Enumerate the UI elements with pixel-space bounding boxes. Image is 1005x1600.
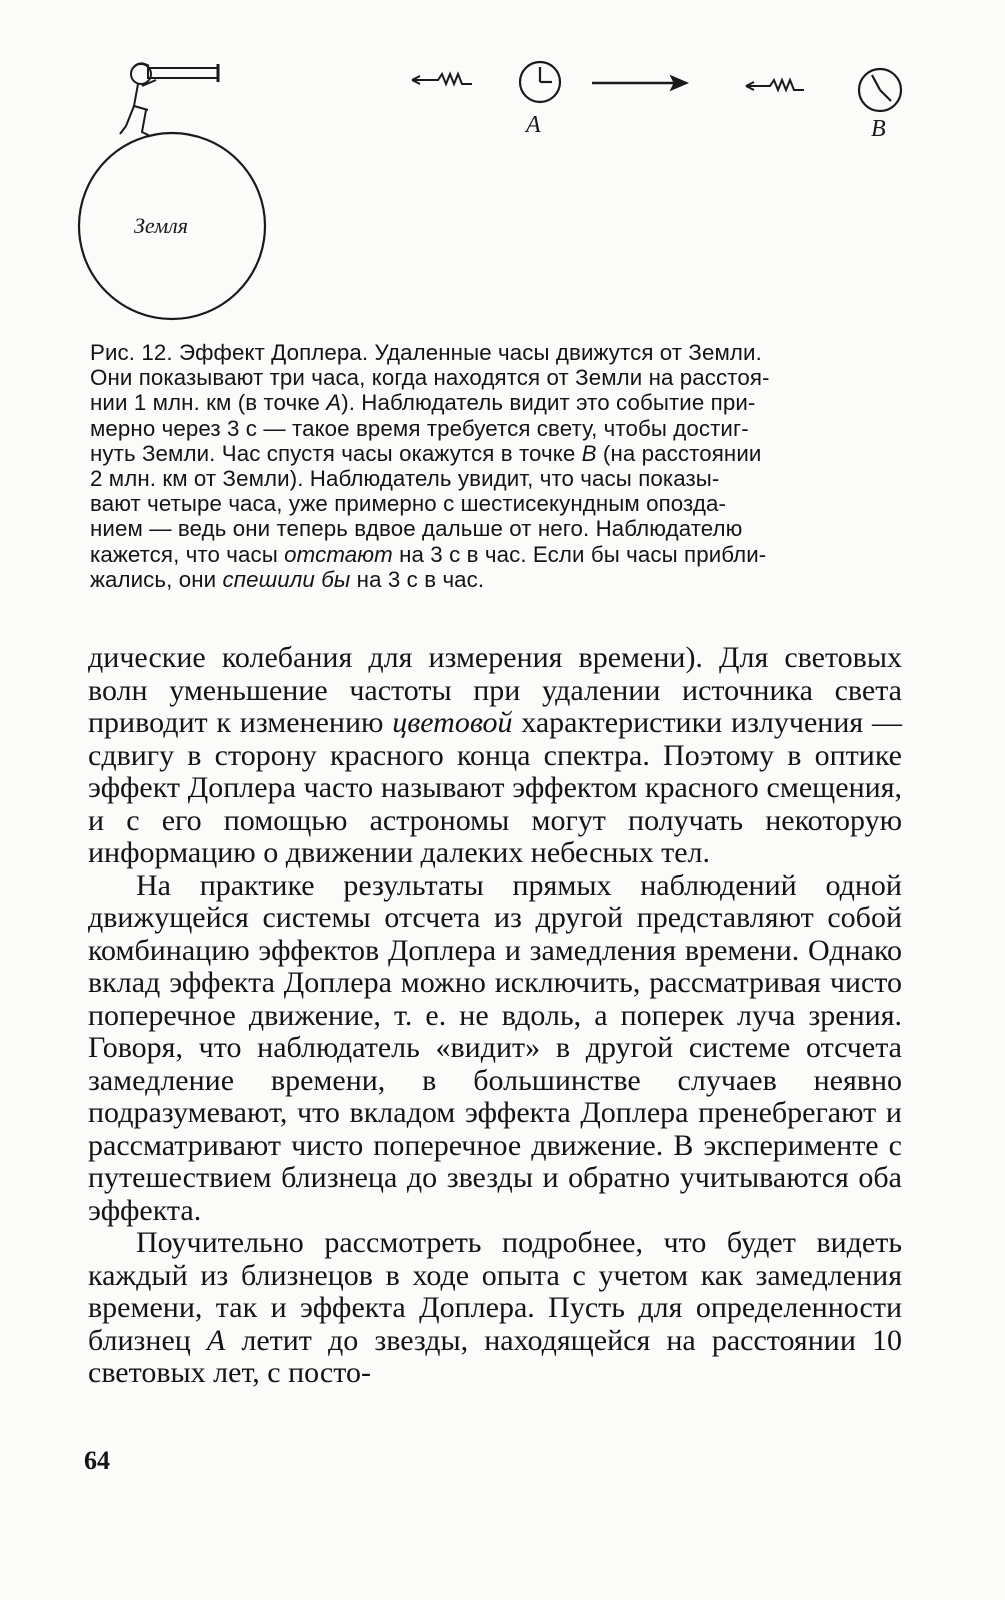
page-number: 64 (84, 1446, 110, 1475)
figure-caption (90, 340, 900, 592)
caption-text: на 3 с в час. (350, 566, 485, 592)
paragraph-1 (88, 642, 902, 870)
caption-line (90, 441, 900, 466)
motion-arrow-icon (592, 77, 686, 89)
earth-label: Земля (134, 213, 188, 238)
caption-line: Они показывают три часа, когда находятся от Земли на расстоя- (90, 365, 770, 391)
caption-line: Рис. 12. Эффект Доплера. Удаленные часы движутся от Земли. (90, 340, 762, 365)
observer-with-telescope-icon (120, 63, 218, 136)
caption-line: нием — ведь они теперь вдвое дальше от него. Наблюдателю (90, 516, 743, 542)
paragraph-text: летит до звезды, находящейся на расстоянии 10 световых лет, с посто- (88, 1323, 902, 1389)
clock-a-icon (520, 62, 560, 102)
paragraph-emphasis: цветовой (392, 706, 513, 739)
caption-line (90, 542, 900, 567)
caption-line (90, 390, 900, 415)
clock-b-label: B (871, 116, 886, 142)
clock-a-label: A (526, 112, 541, 138)
paragraph-text: характеристики излучения — сдвигу в сторону красного конца спектра. Поэтому в оптике эффект Доплера часто называют эффектом красного смещения, и с его помощью астрономы могут получать некоторую информацию о движении далеких небесных тел. (88, 706, 902, 869)
caption-line: вают четыре часа, уже примерно с шестисекундным опозда- (90, 491, 727, 517)
caption-text: (на расстоянии (596, 440, 762, 466)
wave-arrow-2-icon (746, 80, 804, 90)
wave-arrow-1-icon (412, 74, 472, 84)
paragraph-text: Поучительно рассмотреть подробнее, что будет видеть каждый из близнецов в ходе опыта с учетом как замедления времени, так и эффекта Доплера. Пусть для определенности близнец (88, 1226, 902, 1357)
caption-text: нуть Земли. Час спустя часы окажутся в точке (90, 440, 582, 466)
paragraph-text: дические колебания для измерения времени). Для световых волн уменьшение частоты при удалении источника света приводит к изменению (88, 641, 902, 739)
caption-line: мерно через 3 с — такое время требуется свету, чтобы достиг- (90, 415, 749, 441)
caption-emphasis: отстают (284, 541, 393, 567)
paragraph-2: На практике результаты прямых наблюдений одной движущейся системы отсчета из другой представляют собой комбинацию эффектов Доплера и замедления времени. Однако вклад эффекта Доплера можно исключить, рассматривая чисто поперечное движение, т. е. не вдоль, а поперек луча зрения. Говоря, что наблюдатель «видит» в другой системе отсчета замедление времени, в большинстве случаев неявно подразумевают, что вкладом эффекта Доплера пренебрегают и рассматривают чисто поперечное движение. В эксперименте с путешествием близнеца до звезды и обратно учитываются оба эффекта. (88, 868, 902, 1227)
caption-text: нии 1 млн. км (в точке (90, 390, 327, 416)
caption-point-b: B (581, 440, 597, 466)
clock-b-icon (859, 69, 901, 111)
paragraph-variable: A (206, 1323, 226, 1357)
caption-text: кажется, что часы (90, 541, 285, 567)
caption-point-a: A (326, 390, 342, 416)
doppler-figure (70, 50, 930, 350)
body-text (88, 642, 902, 1390)
caption-emphasis: спешили бы (222, 566, 351, 592)
caption-line: 2 млн. км от Земли). Наблюдатель увидит, что часы показы- (90, 466, 720, 492)
paragraph-3 (88, 1227, 902, 1390)
caption-text: жались, они (90, 566, 223, 592)
caption-text: ). Наблюдатель видит это событие при- (341, 390, 756, 416)
caption-text: на 3 с в час. Если бы часы прибли- (392, 541, 767, 567)
caption-line (90, 567, 900, 592)
